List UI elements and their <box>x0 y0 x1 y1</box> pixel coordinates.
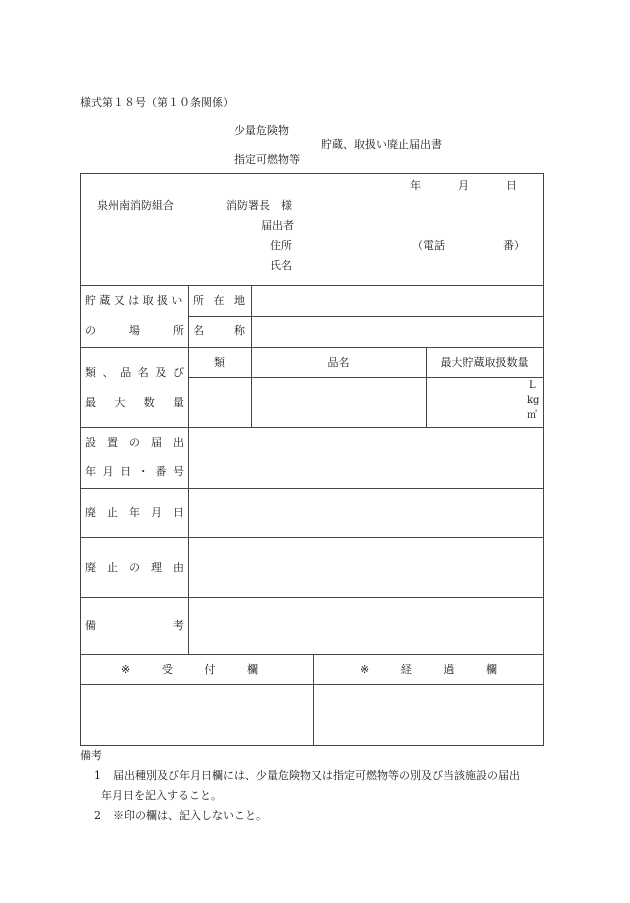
category-label-line2 <box>85 397 184 408</box>
addressee-title: 消防署長 様 <box>226 199 292 212</box>
progress-header <box>360 664 497 675</box>
addressee-org: 泉州南消防組合 <box>97 199 174 212</box>
char: ・ <box>137 465 149 478</box>
char: 所 <box>193 294 204 307</box>
applicant-label: 届出者 <box>261 219 294 232</box>
char: 場 <box>129 324 140 337</box>
char: 備 <box>85 619 96 632</box>
notes-heading: 備考 <box>80 749 102 762</box>
char: 年 <box>85 465 96 478</box>
table-right-border <box>543 173 544 746</box>
table-bottom-border <box>80 745 544 746</box>
reception-header <box>121 664 258 675</box>
table-top-border <box>80 173 544 174</box>
date-day: 日 <box>506 179 517 192</box>
char: 廃 <box>85 561 96 574</box>
char: 経 <box>400 663 412 676</box>
char: 名 <box>137 366 149 379</box>
note-1-continuation: 年月日を記入すること。 <box>101 789 222 802</box>
char: 出 <box>173 436 184 449</box>
date-year: 年 <box>410 179 421 192</box>
address-label: 住所 <box>270 239 292 252</box>
char: 日 <box>173 506 184 519</box>
char: 理 <box>151 561 162 574</box>
char: 止 <box>107 506 118 519</box>
title-line-top: 少量危険物 <box>234 124 289 137</box>
col-max-header: 最大貯蔵取扱数量 <box>440 356 529 369</box>
location-label <box>193 295 245 306</box>
char: 号 <box>172 465 184 478</box>
char: 廃 <box>85 506 96 519</box>
category-label-line1 <box>85 367 184 378</box>
facility-name-label <box>193 325 245 336</box>
char: 設 <box>85 436 96 449</box>
abolish-reason-label <box>85 562 184 573</box>
char: の <box>129 561 140 574</box>
char: 置 <box>107 436 118 449</box>
char: 考 <box>173 619 184 632</box>
char: 月 <box>102 465 114 478</box>
phone-suffix: 番） <box>503 239 525 252</box>
title-line-bottom: 指定可燃物等 <box>234 153 300 166</box>
char: 名 <box>193 324 204 337</box>
rule <box>80 537 544 538</box>
char: 、 <box>102 366 114 379</box>
char: 大 <box>114 396 126 409</box>
rule <box>80 488 544 489</box>
char: 欄 <box>486 663 497 676</box>
char: 在 <box>213 294 225 307</box>
char: 届 <box>151 436 162 449</box>
col-item-header: 品名 <box>327 356 350 369</box>
storage-place-label-line1: 貯蔵又は取扱い <box>85 294 186 307</box>
install-label-line2 <box>85 466 184 477</box>
char: の <box>85 324 96 337</box>
char: 地 <box>234 294 245 307</box>
char: 止 <box>107 561 118 574</box>
char: 月 <box>151 506 162 519</box>
rule <box>188 316 544 317</box>
name-label: 氏名 <box>270 259 292 272</box>
char: 数 <box>143 396 155 409</box>
rule <box>80 427 544 428</box>
unit-cubic-meter: ㎥ <box>527 410 537 421</box>
char: 由 <box>173 561 184 574</box>
char: 最 <box>85 396 96 409</box>
date-month: 月 <box>458 179 469 192</box>
install-label-line1 <box>85 437 184 448</box>
char: 品 <box>120 366 132 379</box>
label-column-divider <box>188 285 189 655</box>
col-type-header: 類 <box>214 356 225 369</box>
form-number: 様式第１８号（第１０条関係） <box>80 96 234 109</box>
rule <box>251 285 252 347</box>
rule <box>80 597 544 598</box>
char: び <box>172 366 184 379</box>
char: 称 <box>234 324 245 337</box>
rule <box>313 654 314 745</box>
char: ※ <box>360 663 370 676</box>
note-2-text: ※印の欄は、記入しないこと。 <box>113 809 267 822</box>
char: 番 <box>155 465 167 478</box>
rule <box>80 654 544 655</box>
char: 年 <box>129 506 140 519</box>
char: 及 <box>155 366 167 379</box>
char: 欄 <box>247 663 258 676</box>
rule <box>188 377 544 378</box>
char: 過 <box>443 663 455 676</box>
storage-place-label-line2 <box>85 325 184 336</box>
title-main: 貯蔵、取扱い廃止届出書 <box>321 138 442 151</box>
abolish-date-label <box>85 507 184 518</box>
remarks-label <box>85 620 184 631</box>
char: 量 <box>172 396 184 409</box>
rule <box>80 347 544 348</box>
note-2-number: 2 <box>94 809 101 822</box>
char: 類 <box>85 366 96 379</box>
unit-kg: kg <box>527 395 540 406</box>
char: 付 <box>204 663 216 676</box>
char: の <box>129 436 140 449</box>
char: 受 <box>161 663 173 676</box>
phone-label: （電話 <box>412 239 445 252</box>
note-1-number: 1 <box>94 769 101 782</box>
rule <box>80 285 544 286</box>
note-1-text: 届出種別及び年月日欄には、少量危険物又は指定可燃物等の別及び当該施設の届出 <box>113 769 520 782</box>
char: 所 <box>173 324 184 337</box>
unit-liter: L <box>529 380 536 391</box>
rule <box>80 684 544 685</box>
char: 日 <box>120 465 132 478</box>
char: ※ <box>121 663 131 676</box>
table-left-border <box>80 173 81 746</box>
